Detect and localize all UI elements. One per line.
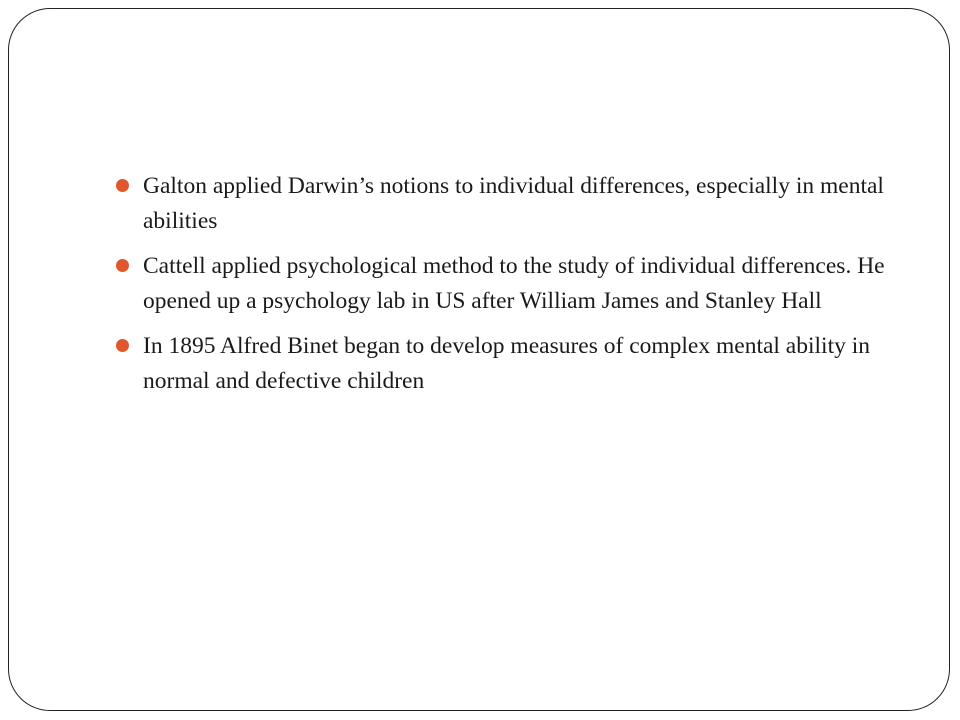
slide-frame <box>8 8 950 711</box>
bullet-item-galton <box>116 169 916 239</box>
bullet-text: In 1895 Alfred Binet began to develop measures of complex mental ability in normal and defective children <box>143 333 871 394</box>
bullet-dot-icon <box>116 339 129 352</box>
bullet-dot-icon <box>116 259 129 272</box>
bullet-dot-icon <box>116 179 129 192</box>
bullet-text: Cattell applied psychological method to the study of individual differences. He opened up a psychology lab in US after William James and Stanley Hall <box>143 253 885 314</box>
bullet-item-binet <box>116 329 916 399</box>
bullet-text: Galton applied Darwin’s notions to individual differences, especially in mental abilities <box>143 173 884 234</box>
bullet-list <box>116 169 916 409</box>
bullet-item-cattell <box>116 249 916 319</box>
